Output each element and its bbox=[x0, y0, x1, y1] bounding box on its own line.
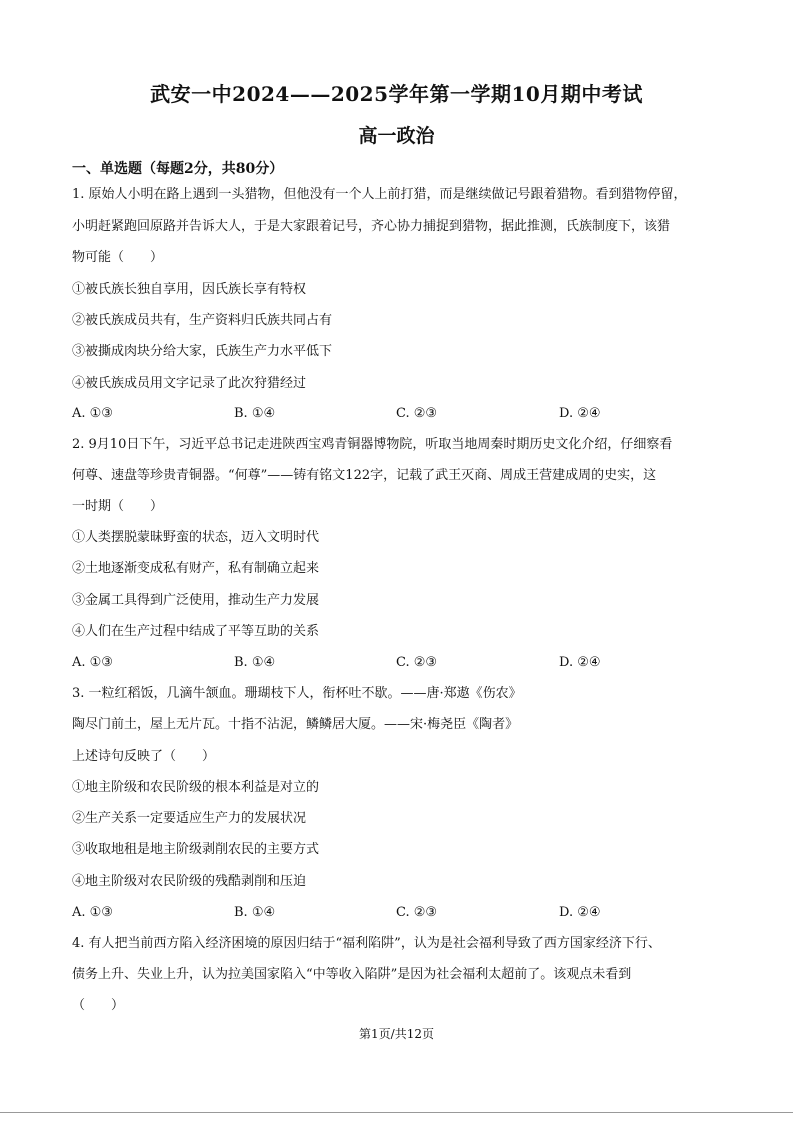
q3-stem-line: 陶尽门前土，屋上无片瓦。十指不沾泥，鳞鳞居大厦。——宋·梅尧臣《陶者》 bbox=[72, 717, 519, 732]
option-a: A. ①③ bbox=[72, 655, 113, 670]
q3-statement: ②生产关系一定要适应生产力的发展状况 bbox=[72, 811, 307, 826]
q3-statement: ④地主阶级对农民阶级的残酷剥削和压迫 bbox=[72, 874, 307, 889]
exam-subject: 高一政治 bbox=[358, 125, 435, 147]
option-b: B. ①④ bbox=[234, 655, 276, 670]
q2-stem-line: 何尊、速盘等珍贵青铜器。“何尊”——铸有铭文122字，记载了武王灭商、周成王营建成周的史实，这 bbox=[72, 468, 657, 483]
option-d: D. ②④ bbox=[559, 655, 601, 670]
q1-statement: ②被氏族成员共有，生产资料归氏族共同占有 bbox=[72, 313, 333, 328]
q4-stem-line: （ ） bbox=[72, 998, 125, 1013]
q1-statement: ①被氏族长独自享用，因氏族长享有特权 bbox=[72, 282, 307, 297]
option-c: C. ②③ bbox=[396, 406, 438, 421]
q4-stem-line: 4. 有人把当前西方陷入经济困境的原因归结于“福利陷阱”，认为是社会福利导致了西方国家经济下行、 bbox=[72, 936, 661, 951]
option-c: C. ②③ bbox=[396, 905, 438, 920]
page-bottom-rule bbox=[0, 1112, 793, 1113]
q1-statement: ④被氏族成员用文字记录了此次狩猎经过 bbox=[72, 376, 307, 391]
exam-title: 武安一中2024——2025学年第一学期10月期中考试 bbox=[150, 82, 643, 106]
option-a: A. ①③ bbox=[72, 905, 113, 920]
q3-statement: ③收取地租是地主阶级剥削农民的主要方式 bbox=[72, 842, 320, 857]
q1-stem-line: 物可能（ ） bbox=[72, 250, 164, 265]
option-d: D. ②④ bbox=[559, 905, 601, 920]
q2-statement: ③金属工具得到广泛使用，推动生产力发展 bbox=[72, 593, 320, 608]
q1-stem-line: 1. 原始人小明在路上遇到一头猎物，但他没有一个人上前打猎，而是继续做记号跟着猎物。看到猎物停留， bbox=[72, 187, 687, 202]
option-a: A. ①③ bbox=[72, 406, 113, 421]
section-heading: 一、单选题（每题2分，共80分） bbox=[72, 161, 284, 177]
q4-stem-line: 债务上升、失业上升，认为拉美国家陷入“中等收入陷阱”是因为社会福利太超前了。该观点未看到 bbox=[72, 967, 632, 982]
q2-statement: ②土地逐渐变成私有财产，私有制确立起来 bbox=[72, 561, 320, 576]
option-b: B. ①④ bbox=[234, 406, 276, 421]
page-number: 第1页/共12页 bbox=[359, 1027, 434, 1041]
option-b: B. ①④ bbox=[234, 905, 276, 920]
q2-statement: ④人们在生产过程中结成了平等互助的关系 bbox=[72, 624, 320, 639]
q2-stem-line: 一时期（ ） bbox=[72, 499, 164, 514]
q3-stem-line: 上述诗句反映了（ ） bbox=[72, 749, 216, 764]
q2-statement: ①人类摆脱蒙昧野蛮的状态，迈入文明时代 bbox=[72, 530, 320, 545]
q2-stem-line: 2. 9月10日下午，习近平总书记走进陕西宝鸡青铜器博物院，听取当地周秦时期历史文化介绍，仔细察看 bbox=[72, 437, 673, 452]
q1-statement: ③被撕成肉块分给大家，氏族生产力水平低下 bbox=[72, 344, 333, 359]
option-c: C. ②③ bbox=[396, 655, 438, 670]
q3-statement: ①地主阶级和农民阶级的根本利益是对立的 bbox=[72, 780, 320, 795]
option-d: D. ②④ bbox=[559, 406, 601, 421]
q3-stem-line: 3. 一粒红稻饭，几滴牛颔血。珊瑚枝下人，衔杯吐不歇。——唐·郑遨《伤农》 bbox=[72, 686, 522, 701]
q1-stem-line: 小明赶紧跑回原路并告诉大人，于是大家跟着记号，齐心协力捕捉到猎物，据此推测，氏族制度下，该猎 bbox=[72, 219, 671, 234]
